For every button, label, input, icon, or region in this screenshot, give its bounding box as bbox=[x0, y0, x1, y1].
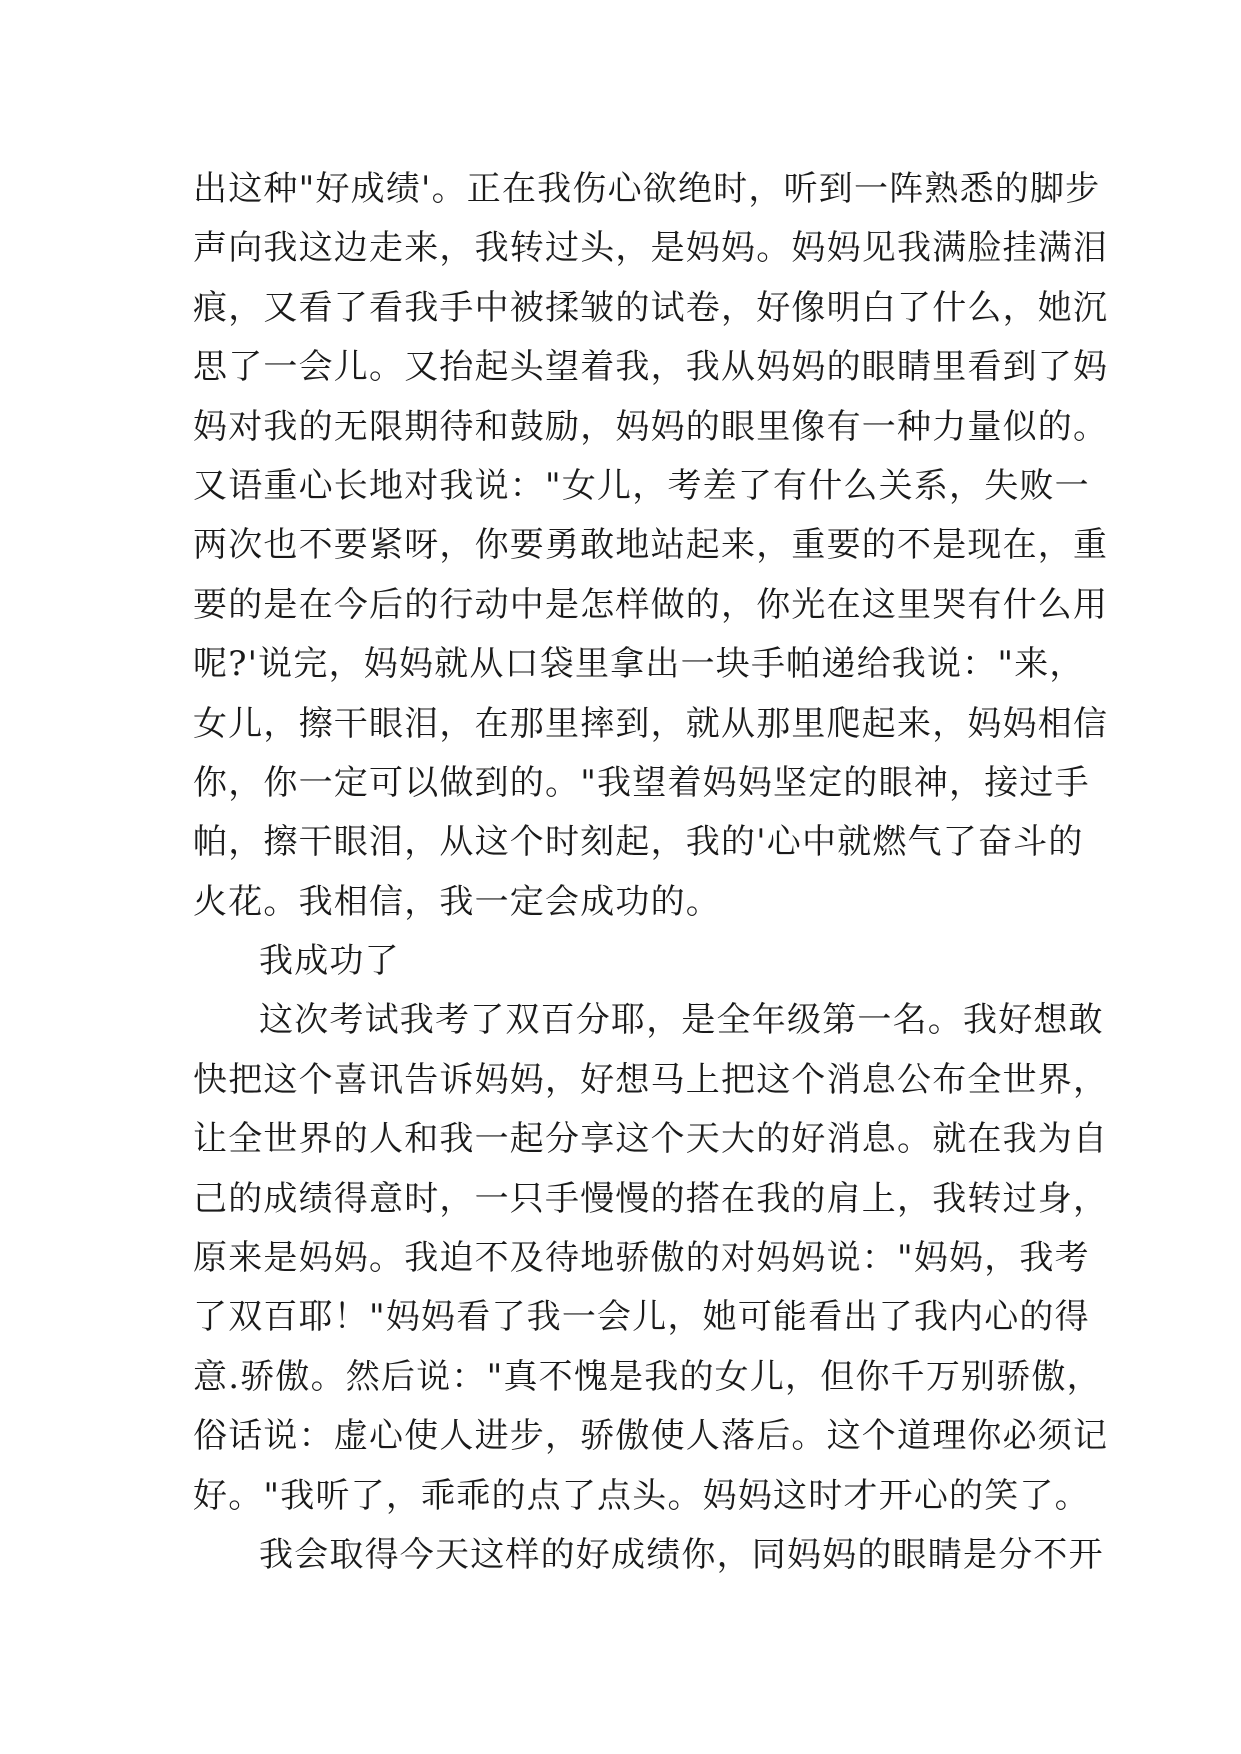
text-line: 让全世界的人和我一起分享这个天大的好消息。就在我为自 bbox=[193, 1119, 1109, 1160]
text-line: 又语重心长地对我说："女儿，考差了有什么关系，失败一 bbox=[193, 465, 1090, 506]
paragraph-first-line: 这次考试我考了双百分耶，是全年级第一名。我好想敢 bbox=[259, 1000, 1104, 1041]
text-line: 火花。我相信，我一定会成功的。 bbox=[193, 881, 721, 922]
text-line: 了双百耶！"妈妈看了我一会儿，她可能看出了我内心的得 bbox=[193, 1297, 1090, 1338]
text-line: 己的成绩得意时，一只手慢慢的搭在我的肩上，我转过身， bbox=[193, 1178, 1109, 1219]
text-line: 两次也不要紧呀，你要勇敢地站起来，重要的不是现在，重 bbox=[193, 525, 1109, 566]
document-body-text bbox=[193, 160, 1109, 1585]
text-line: 快把这个喜讯告诉妈妈，好想马上把这个消息公布全世界， bbox=[193, 1059, 1109, 1100]
text-line: 意.骄傲。然后说："真不愧是我的女儿，但你千万别骄傲， bbox=[193, 1356, 1102, 1397]
text-line: 妈对我的无限期待和鼓励，妈妈的眼里像有一种力量似的。 bbox=[193, 406, 1109, 447]
text-line: 你，你一定可以做到的。"我望着妈妈坚定的眼神，接过手 bbox=[193, 762, 1090, 803]
text-line: 好。"我听了，乖乖的点了点头。妈妈这时才开心的笑了。 bbox=[193, 1475, 1090, 1516]
text-line: 原来是妈妈。我迫不及待地骄傲的对妈妈说："妈妈，我考 bbox=[193, 1238, 1090, 1279]
text-line: 出这种"好成绩'。正在我伤心欲绝时，听到一阵熟悉的脚步 bbox=[193, 169, 1101, 209]
text-line: 痕，又看了看我手中被揉皱的试卷，好像明白了什么，她沉 bbox=[193, 287, 1109, 328]
text-line: 女儿，擦干眼泪，在那里摔到，就从那里爬起来，妈妈相信 bbox=[193, 703, 1109, 744]
text-line: 帕，擦干眼泪，从这个时刻起，我的'心中就燃气了奋斗的 bbox=[193, 822, 1084, 863]
text-line: 声向我这边走来，我转过头，是妈妈。妈妈见我满脸挂满泪 bbox=[193, 228, 1109, 269]
paragraph-first-line: 我会取得今天这样的好成绩你，同妈妈的眼睛是分不开 bbox=[259, 1534, 1104, 1575]
text-line: 呢?'说完，妈妈就从口袋里拿出一块手帕递给我说："来， bbox=[193, 644, 1085, 685]
text-line: 俗话说：虚心使人进步，骄傲使人落后。这个道理你必须记 bbox=[193, 1416, 1109, 1457]
paragraph-first-line: 我成功了 bbox=[259, 941, 400, 982]
text-line: 要的是在今后的行动中是怎样做的，你光在这里哭有什么用 bbox=[193, 584, 1109, 625]
text-line: 思了一会儿。又抬起头望着我，我从妈妈的眼睛里看到了妈 bbox=[193, 347, 1109, 388]
